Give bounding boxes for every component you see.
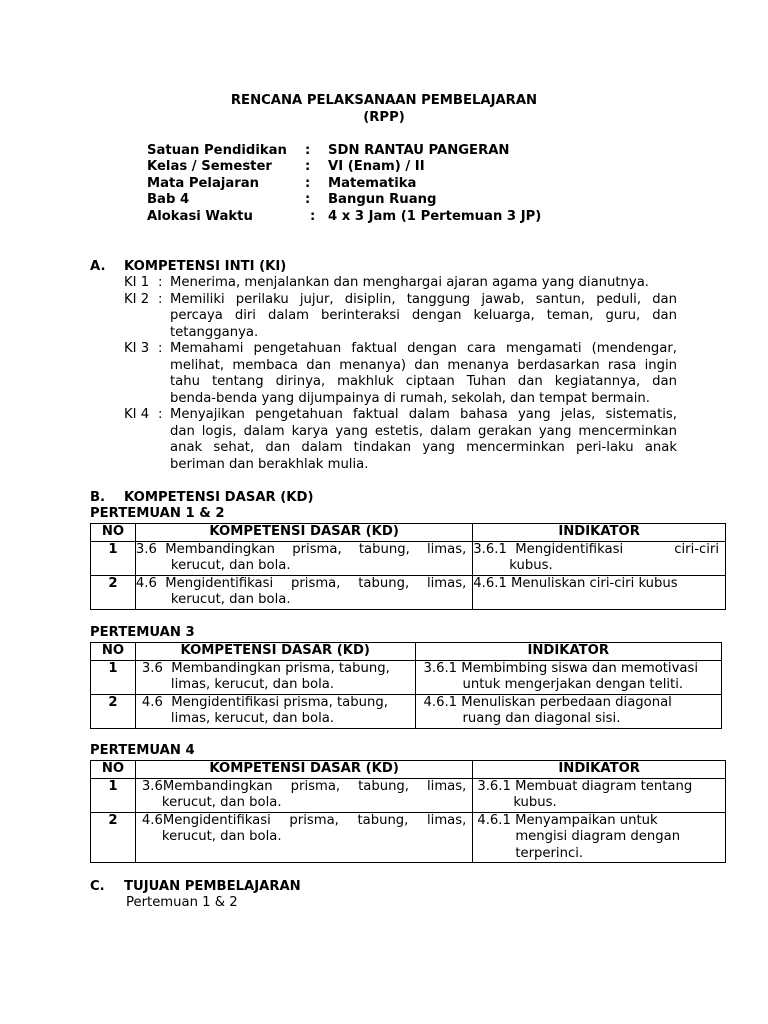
kd-number: 4.6 bbox=[141, 694, 172, 710]
kd-text: limas, kerucut, dan bola. bbox=[170, 677, 335, 692]
ki-text: Menyajikan pengetahuan faktual dalam bahasa yang jelas, sistematis, bbox=[170, 407, 677, 422]
indicator-cell bbox=[473, 541, 726, 575]
indicator-cell bbox=[473, 778, 726, 812]
section-b-letter: B. bbox=[90, 490, 106, 505]
kd-text: kerucut, dan bola. bbox=[170, 558, 291, 573]
table-row bbox=[91, 694, 722, 728]
indicator-cell bbox=[415, 694, 722, 728]
indicator-text: Menuliskan ciri-ciri kubus bbox=[511, 575, 678, 591]
indicator-text: mengisi diagram dengan bbox=[515, 829, 681, 844]
indicator-text: untuk mengerjakan dengan teliti. bbox=[462, 677, 684, 692]
kd-text: limas, kerucut, dan bola. bbox=[170, 711, 335, 726]
identity-label: Bab 4 bbox=[147, 192, 190, 207]
table-header-row bbox=[91, 643, 722, 661]
indicator-number: 4.6.1 bbox=[473, 575, 512, 591]
ki-colon: : bbox=[158, 407, 163, 422]
identity-colon: : bbox=[305, 143, 311, 158]
row-number: 2 bbox=[91, 575, 136, 609]
column-header-no: NO bbox=[91, 524, 136, 542]
column-header-no: NO bbox=[91, 643, 136, 661]
table-row bbox=[91, 541, 726, 575]
ki-text: benda-benda yang dijumpainya di rumah, sekolah, dan tempat bermain. bbox=[170, 391, 650, 406]
indicator-text: Menuliskan perbedaan diagonal bbox=[461, 694, 672, 710]
kd-text: Membandingkan prisma, tabung, limas, bbox=[165, 541, 467, 557]
kd-number: 3.6 bbox=[141, 660, 172, 676]
kd-table-meeting-3 bbox=[90, 642, 722, 729]
kd-text: kerucut, dan bola. bbox=[161, 795, 282, 810]
table-row bbox=[91, 778, 726, 812]
kd-text: kerucut, dan bola. bbox=[161, 829, 282, 844]
kd-cell bbox=[135, 541, 472, 575]
kd-text: Mengidentifikasi prisma, tabung, bbox=[171, 694, 388, 710]
column-header-indikator: INDIKATOR bbox=[415, 643, 722, 661]
kd-cell bbox=[135, 778, 472, 812]
ki-code: KI 3 bbox=[124, 341, 150, 356]
kd-text: kerucut, dan bola. bbox=[170, 592, 291, 607]
indicator-text: ruang dan diagonal sisi. bbox=[462, 711, 621, 726]
indicator-number: 4.6.1 bbox=[423, 694, 462, 710]
indicator-text: Menyampaikan untuk bbox=[515, 812, 658, 828]
ki-text: anak sehat, dan dalam tindakan yang mencerminkan peri-laku anak bbox=[170, 440, 677, 455]
identity-value: VI (Enam) / II bbox=[328, 159, 425, 174]
meeting-label: PERTEMUAN 3 bbox=[90, 625, 195, 640]
identity-colon: : bbox=[310, 209, 316, 224]
identity-value: Bangun Ruang bbox=[328, 192, 437, 207]
ki-text: dan logis, dalam karya yang estetis, dalam gerakan yang mencerminkan bbox=[170, 424, 677, 439]
kd-text: Membandingkan prisma, tabung, bbox=[171, 660, 390, 676]
table-header-row bbox=[91, 524, 726, 542]
ki-text: percaya diri dalam berinteraksi dengan keluarga, teman, guru, dan bbox=[170, 308, 677, 323]
ki-code: KI 4 bbox=[124, 407, 150, 422]
ki-text: Memiliki perilaku jujur, disiplin, tanggung jawab, santun, peduli, dan bbox=[170, 292, 677, 307]
kd-number: 3.6 bbox=[141, 778, 163, 794]
identity-label: Kelas / Semester bbox=[147, 159, 272, 174]
indicator-number: 3.6.1 bbox=[477, 778, 516, 794]
table-row bbox=[91, 660, 722, 694]
indicator-cell bbox=[473, 812, 726, 863]
indicator-text: Mengidentifikasi ciri-ciri bbox=[515, 541, 719, 557]
ki-code: KI 1 bbox=[124, 275, 150, 290]
document-subtitle: (RPP) bbox=[363, 110, 405, 125]
section-c-subheading: Pertemuan 1 & 2 bbox=[126, 895, 238, 910]
identity-value: Matematika bbox=[328, 176, 417, 191]
kd-text: Mengidentifikasi prisma, tabung, limas, bbox=[165, 575, 467, 591]
ki-code: KI 2 bbox=[124, 292, 150, 307]
indicator-number: 3.6.1 bbox=[473, 541, 516, 557]
section-b-title: KOMPETENSI DASAR (KD) bbox=[124, 490, 314, 505]
kd-cell bbox=[135, 812, 472, 863]
ki-text: tahu tentang dirinya, makhluk ciptaan Tuhan dan kegiatannya, dan bbox=[170, 374, 677, 389]
identity-label: Mata Pelajaran bbox=[147, 176, 260, 191]
identity-value: SDN RANTAU PANGERAN bbox=[328, 143, 510, 158]
ki-text: Menerima, menjalankan dan menghargai ajaran agama yang dianutnya. bbox=[170, 275, 649, 290]
identity-colon: : bbox=[305, 159, 311, 174]
indicator-text: Membuat diagram tentang bbox=[515, 778, 693, 794]
ki-colon: : bbox=[158, 341, 163, 356]
kd-cell bbox=[135, 575, 472, 609]
column-header-kd: KOMPETENSI DASAR (KD) bbox=[135, 524, 472, 542]
identity-colon: : bbox=[305, 192, 311, 207]
ki-text: Memahami pengetahuan faktual dengan cara mengamati (mendengar, bbox=[170, 341, 677, 356]
kd-table-meeting-4 bbox=[90, 760, 726, 863]
table-row bbox=[91, 812, 726, 863]
row-number: 1 bbox=[91, 541, 136, 575]
meeting-label: PERTEMUAN 4 bbox=[90, 743, 195, 758]
column-header-no: NO bbox=[91, 761, 136, 779]
column-header-kd: KOMPETENSI DASAR (KD) bbox=[135, 761, 472, 779]
identity-label: Alokasi Waktu bbox=[147, 209, 253, 224]
row-number: 1 bbox=[91, 778, 136, 812]
indicator-text: terperinci. bbox=[515, 845, 584, 861]
identity-value: 4 x 3 Jam (1 Pertemuan 3 JP) bbox=[328, 209, 542, 224]
identity-label: Satuan Pendidikan bbox=[147, 143, 287, 158]
row-number: 2 bbox=[91, 694, 136, 728]
section-a-title: KOMPETENSI INTI (KI) bbox=[124, 259, 287, 274]
kd-number: 4.6 bbox=[141, 812, 163, 828]
kd-table-meeting-1-2 bbox=[90, 523, 726, 610]
ki-text: melihat, membaca dan menanya) dan menanya berdasarkan rasa ingin bbox=[170, 358, 677, 373]
row-number: 2 bbox=[91, 812, 136, 863]
kd-text: Membandingkan prisma, tabung, limas, bbox=[162, 778, 467, 794]
indicator-text: kubus. bbox=[513, 795, 557, 810]
kd-cell bbox=[135, 660, 415, 694]
column-header-indikator: INDIKATOR bbox=[473, 524, 726, 542]
ki-text: tetangganya. bbox=[170, 325, 259, 340]
document-title: RENCANA PELAKSANAAN PEMBELAJARAN bbox=[230, 93, 538, 108]
indicator-text: kubus. bbox=[509, 558, 553, 573]
indicator-cell bbox=[473, 575, 726, 609]
table-row bbox=[91, 575, 726, 609]
column-header-kd: KOMPETENSI DASAR (KD) bbox=[135, 643, 415, 661]
kd-text: Mengidentifikasi prisma, tabung, limas, bbox=[162, 812, 467, 828]
indicator-cell bbox=[415, 660, 722, 694]
identity-colon: : bbox=[305, 176, 311, 191]
kd-cell bbox=[135, 694, 415, 728]
ki-text: beriman dan berakhlak mulia. bbox=[170, 457, 369, 472]
indicator-number: 3.6.1 bbox=[423, 660, 462, 676]
meeting-label: PERTEMUAN 1 & 2 bbox=[90, 506, 225, 521]
indicator-text: Membimbing siswa dan memotivasi bbox=[461, 660, 699, 676]
kd-number: 4.6 bbox=[135, 575, 166, 591]
ki-colon: : bbox=[158, 275, 163, 290]
indicator-number: 4.6.1 bbox=[477, 812, 516, 828]
row-number: 1 bbox=[91, 660, 136, 694]
kd-number: 3.6 bbox=[135, 541, 166, 557]
table-header-row bbox=[91, 761, 726, 779]
section-c-letter: C. bbox=[90, 879, 105, 894]
ki-colon: : bbox=[158, 292, 163, 307]
section-a-letter: A. bbox=[90, 259, 106, 274]
column-header-indikator: INDIKATOR bbox=[473, 761, 726, 779]
section-c-title: TUJUAN PEMBELAJARAN bbox=[124, 879, 301, 894]
